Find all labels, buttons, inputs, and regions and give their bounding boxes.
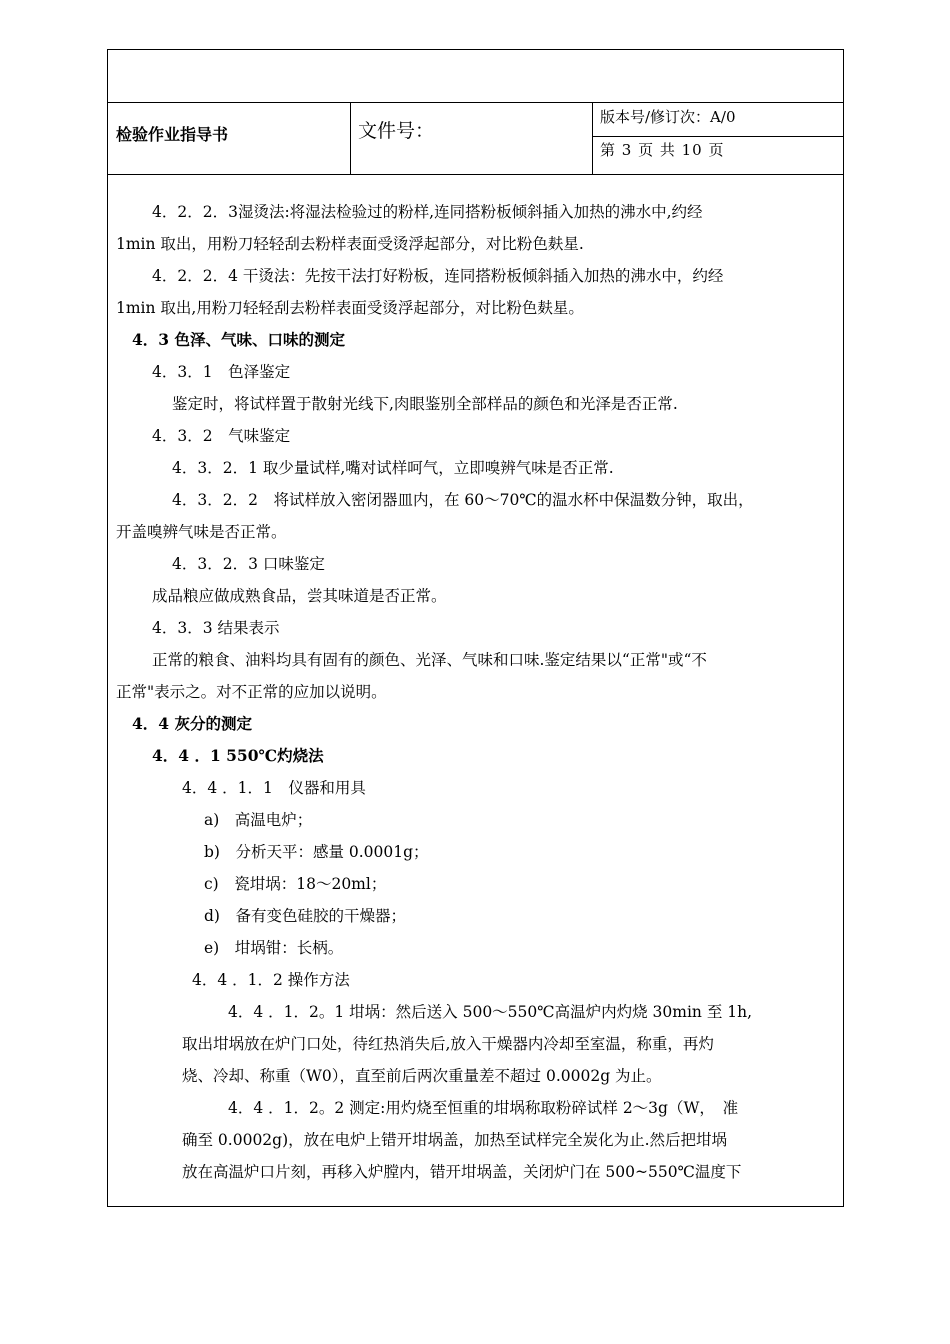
text-line: 正常"表示之。对不正常的应加以说明。 xyxy=(116,683,387,701)
text-line: 取出坩埚放在炉门口处，待红热消失后,放入干燥器内冷却至室温，称重，再灼 xyxy=(182,1035,714,1053)
text-line: 4．3．2．2 将试样放入密闭器皿内，在 60～70℃的温水杯中保温数分钟，取出， xyxy=(172,491,754,509)
list-item: d) 备有变色硅胶的干燥器； xyxy=(204,907,406,925)
header-divider-2 xyxy=(592,102,593,174)
text-line: 开盖嗅辨气味是否正常。 xyxy=(116,523,287,541)
document-body xyxy=(116,196,838,1188)
subsection-heading: 4．3．3 结果表示 xyxy=(152,619,280,637)
doc-number-label: 文件号： xyxy=(358,120,435,142)
list-item: c) 瓷坩埚：18～20ml； xyxy=(204,875,387,893)
header-bottom-rule xyxy=(108,174,843,175)
subsection-heading: 4．4 ．1．1 仪器和用具 xyxy=(182,779,366,797)
version-label: 版本号/修订次：A/0 xyxy=(600,108,736,126)
text-line: 4．4 ．1．2。2 测定:用灼烧至恒重的坩埚称取粉碎试样 2～3g（W， 准 xyxy=(228,1099,739,1117)
header-top-rule xyxy=(108,102,843,103)
text-line: 烧、冷却、称重（W0），直至前后两次重量差不超过 0.0002g 为止。 xyxy=(182,1067,662,1085)
page-info: 第 3 页 共 10 页 xyxy=(600,141,725,159)
text-line: 成品粮应做成熟食品，尝其味道是否正常。 xyxy=(152,587,447,605)
subsection-heading: 4．3．2 气味鉴定 xyxy=(152,427,291,445)
text-line: 正常的粮食、油料均具有固有的颜色、光泽、气味和口味.鉴定结果以“正常"或“不 xyxy=(152,651,707,669)
text-line: 放在高温炉口片刻，再移入炉膛内，错开坩埚盖，关闭炉门在 500~550℃温度下 xyxy=(182,1163,742,1181)
text-line: 4．2．2．3湿烫法:将湿法检验过的粉样,连同搭粉板倾斜插入加热的沸水中,约经 xyxy=(152,203,703,221)
list-item: b) 分析天平：感量 0.0001g； xyxy=(204,843,429,861)
text-line: 4．2．2．4 干烫法：先按干法打好粉板，连同搭粉板倾斜插入加热的沸水中，约经 xyxy=(152,267,724,285)
text-line: 4．4 ．1．2。1 坩埚：然后送入 500～550℃高温炉内灼烧 30min 至 1h, xyxy=(228,1003,753,1021)
text-line: 4．3．2．1 取少量试样,嘴对试样呵气，立即嗅辨气味是否正常. xyxy=(172,459,614,477)
section-heading: 4．3 色泽、气味、口味的测定 xyxy=(132,330,345,349)
text-line: 鉴定时，将试样置于散射光线下,肉眼鉴别全部样品的颜色和光泽是否正常. xyxy=(172,395,678,413)
header-version-rule xyxy=(592,136,843,137)
list-item: e) 坩埚钳：长柄。 xyxy=(204,939,344,957)
section-heading: 4．4 灰分的测定 xyxy=(132,714,252,733)
subsection-heading: 4．3．1 色泽鉴定 xyxy=(152,363,291,381)
subsection-heading: 4．4 ．1 550℃灼烧法 xyxy=(152,746,324,765)
text-line: 4．3．2．3 口味鉴定 xyxy=(172,555,325,573)
document-frame xyxy=(107,49,844,1207)
text-line: 1min 取出,用粉刀轻轻刮去粉样表面受烫浮起部分，对比粉色麸星。 xyxy=(116,299,584,317)
subsection-heading: 4．4 ．1．2 操作方法 xyxy=(192,971,350,989)
document-title: 检验作业指导书 xyxy=(116,125,229,144)
header-divider-1 xyxy=(350,102,351,174)
text-line: 确至 0.0002g)，放在电炉上错开坩埚盖，加热至试样完全炭化为止.然后把坩埚 xyxy=(182,1131,728,1149)
text-line: 1min 取出，用粉刀轻轻刮去粉样表面受烫浮起部分，对比粉色麸星. xyxy=(116,235,584,253)
list-item: a) 高温电炉； xyxy=(204,811,313,829)
